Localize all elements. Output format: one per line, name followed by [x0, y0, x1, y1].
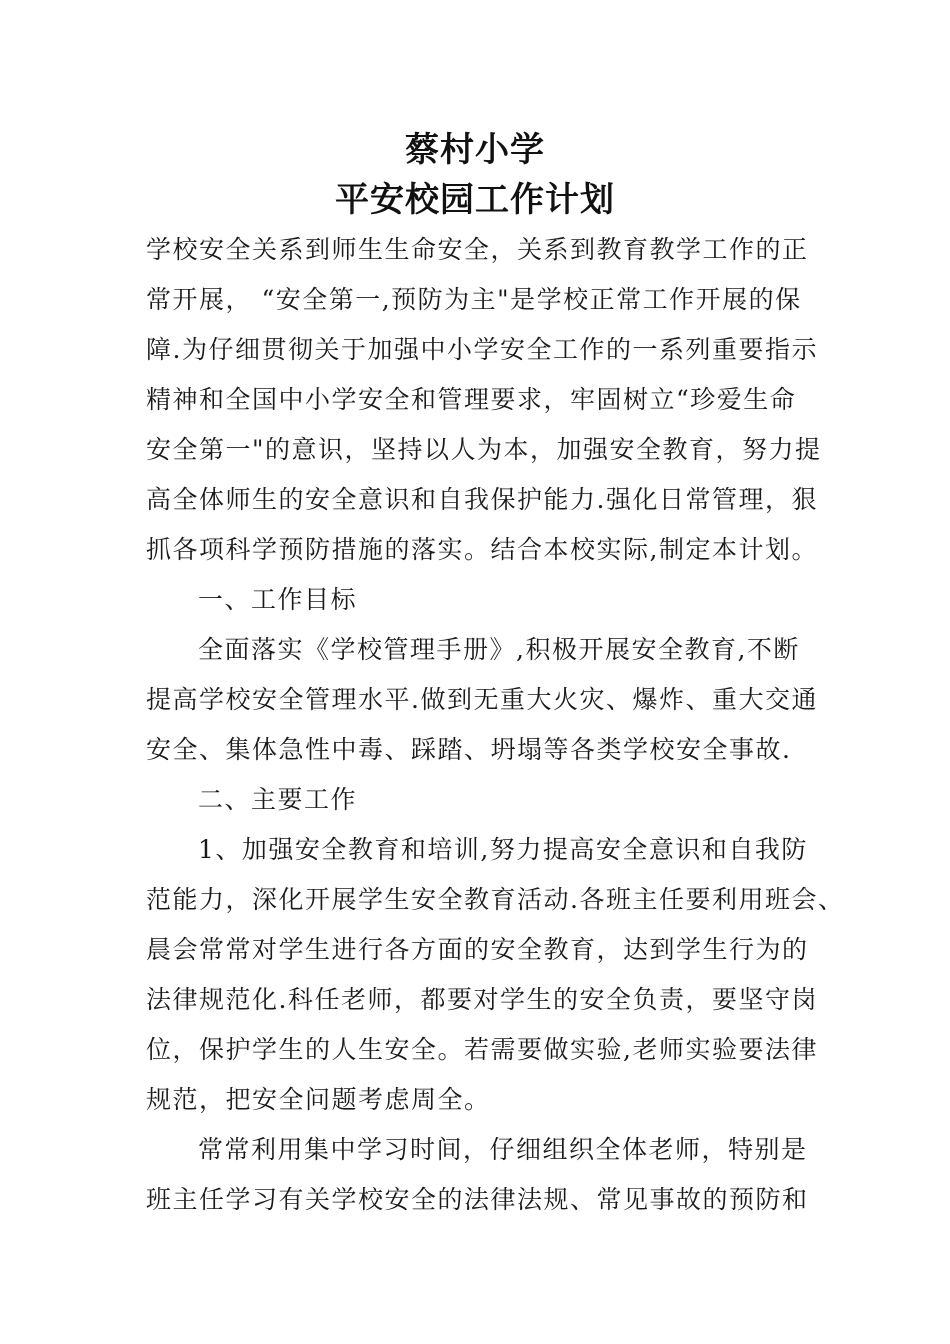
paragraph-line: 常开展， “安全第一,预防为主"是学校正常工作开展的保 — [146, 285, 802, 314]
paragraph-line: 常常利用集中学习时间，仔细组织全体老师，特别是 — [198, 1135, 808, 1164]
paragraph-line: 规范，把安全问题考虑周全。 — [146, 1085, 491, 1114]
paragraph-line: 学校安全关系到师生生命安全，关系到教育教学工作的正 — [146, 235, 809, 264]
school-name-title: 蔡村小学 — [405, 130, 545, 170]
paragraph-line: 法律规范化.科任老师，都要对学生的安全负责，要坚守岗 — [146, 985, 818, 1014]
paragraph-line: 位，保护学生的人生安全。若需要做实验,老师实验要法律 — [146, 1035, 818, 1064]
paragraph-line: 提高学校安全管理水平.做到无重大火灾、爆炸、重大交通 — [146, 685, 818, 714]
paragraph-line: 晨会常常对学生进行各方面的安全教育，达到学生行为的 — [146, 935, 809, 964]
paragraph-line: 安全、集体急性中毒、踩踏、坍塌等各类学校安全事故. — [146, 735, 792, 764]
paragraph-line: 高全体师生的安全意识和自我保护能力.强化日常管理，狠 — [146, 485, 818, 514]
paragraph-line: 安全第一"的意识，坚持以人为本，加强安全教育，努力提 — [146, 435, 822, 464]
paragraph-line: 班主任学习有关学校安全的法律法规、常见事故的预防和 — [146, 1185, 809, 1214]
document-title: 平安校园工作计划 — [335, 180, 615, 220]
section-heading-main-work: 二、主要工作 — [198, 785, 358, 814]
section-heading-goals: 一、工作目标 — [198, 585, 358, 614]
paragraph-line: 精神和全国中小学安全和管理要求，牢固树立“珍爱生命 — [146, 385, 797, 414]
paragraph-line: 范能力，深化开展学生安全教育活动.各班主任要利用班会、 — [146, 885, 845, 914]
paragraph-line: 障.为仔细贯彻关于加强中小学安全工作的一系列重要指示 — [146, 335, 818, 364]
paragraph-line: 1、加强安全教育和培训,努力提高安全意识和自我防 — [198, 835, 808, 864]
paragraph-line: 全面落实《学校管理手册》,积极开展安全教育,不断 — [198, 635, 800, 664]
paragraph-line: 抓各项科学预防措施的落实。结合本校实际,制定本计划。 — [146, 535, 818, 564]
